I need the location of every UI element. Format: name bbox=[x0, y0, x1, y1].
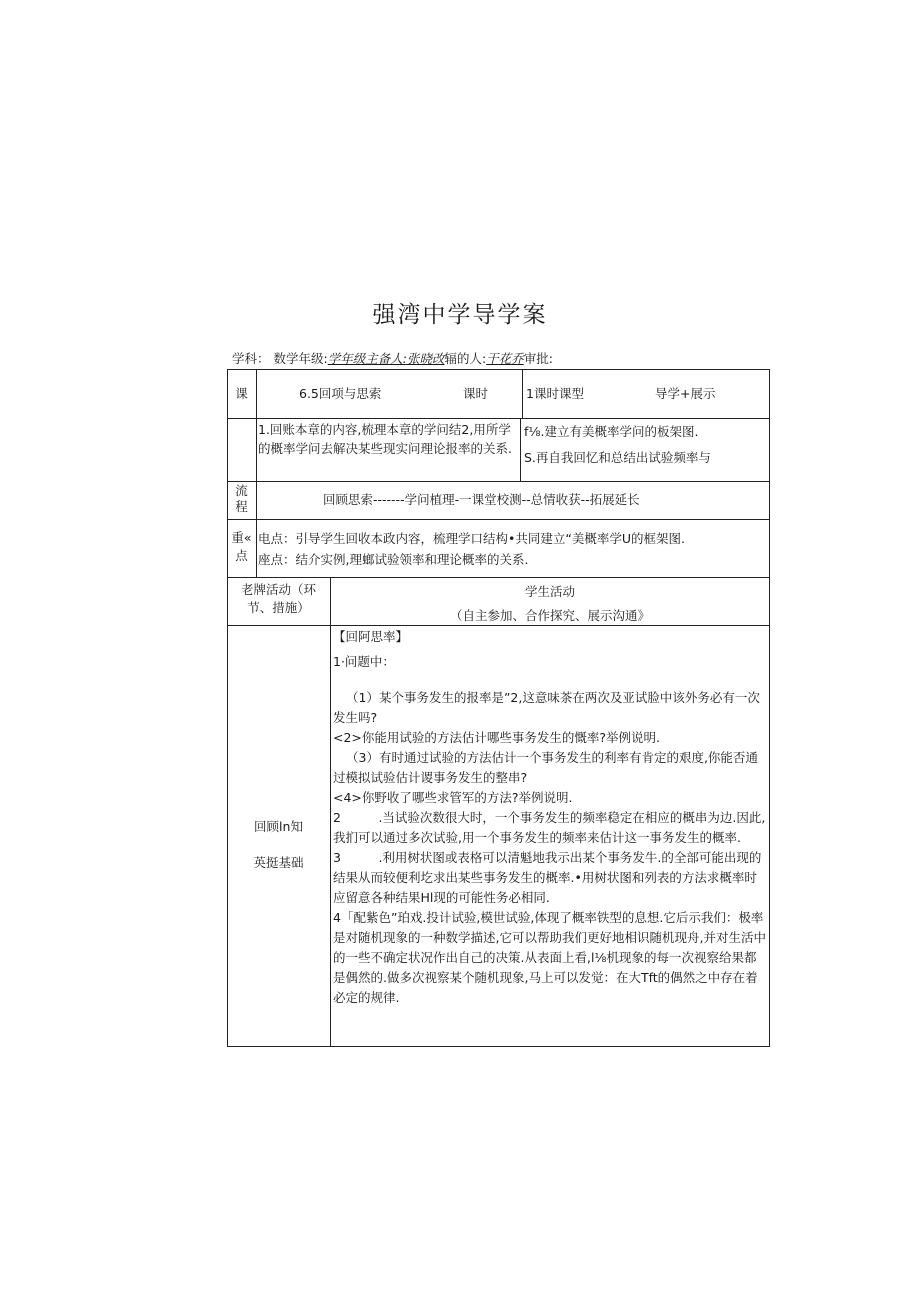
paragraph-4: 4「配紫色”珀戏.投计试验,模世试验,体现了概率铁型的息想.它后示我们：极率是对随机现象的一种数学描述,它可以帮助我们更好地相识随机现舟,并对生活中的一些不确定状况作出自己的决策.从表面上看,l⅛机现象的每一次视察给果都是偶然的.做多次视察某个随机现象,马上可以发觉：在大Tft的偶然之中存在着必定的规律. bbox=[333, 910, 766, 1005]
keypoints-label bbox=[227, 529, 256, 565]
approve-label: 审批: bbox=[523, 351, 553, 366]
flow-label-1: 流 bbox=[235, 483, 248, 498]
question-2: <2>你能用试验的方法估计哪些事务发生的慨率?举例说明. bbox=[333, 730, 661, 745]
question-3: （3）有时通过试验的方法估计一个事务发生的利率有肯定的艰度,你能否通过模拟试验估计谡事务发生的整串? bbox=[333, 750, 758, 785]
rule-col1 bbox=[256, 369, 257, 577]
rule-5 bbox=[227, 625, 770, 626]
row-label-lesson: 课 bbox=[235, 386, 248, 401]
section-label-1: 回顾ln知 bbox=[254, 819, 303, 834]
difficulty-point: 座点：结介实例,理螂试验领率和理论概率的关系. bbox=[258, 552, 529, 567]
student-activity-subheader: （自主参加、合作探究、展示沟通》 bbox=[449, 608, 650, 623]
lesson-type-value: 导学+展示 bbox=[655, 386, 716, 401]
question-intro: 1·问题中： bbox=[333, 654, 395, 669]
section-label-2: 英挺基础 bbox=[253, 855, 304, 870]
subject-label: 学科： bbox=[232, 351, 270, 366]
keypoints-label-1: 重« bbox=[231, 530, 252, 545]
rule-bottom bbox=[227, 1046, 770, 1047]
goals-right-2: S.再自我回忆和总结出试验频率与 bbox=[524, 450, 711, 465]
flow-label-2: 程 bbox=[235, 499, 248, 514]
flow-value: 回顾思索-------学问植理-一课堂校测--总情收获--拓展延长 bbox=[323, 492, 640, 507]
flow-label bbox=[227, 483, 256, 515]
subject-value: 数学年级: bbox=[273, 351, 328, 366]
rule-col-goals bbox=[520, 418, 521, 482]
paragraph-3: 3 .利用树状图或表格可以清魁地我示出某个事务发牛.的全部可能出现的结果从而较便利圪求出某些事务发生的概率.•用树状图和列表的方法求概率时应留意各种结果Hl现的可能性务必相同. bbox=[333, 850, 762, 905]
teacher-activity-header: 老牌活动（环节、措施） bbox=[240, 582, 316, 615]
rule-right bbox=[769, 369, 770, 1047]
goals-right-1: f⅛.建立有美概率学问的板架图. bbox=[524, 424, 699, 439]
goals-left: 1.回账本章的内容,梳理本章的学问结2,用所学的概率学问去解决某些现实问理论报率的关系. bbox=[258, 422, 512, 456]
paragraph-2: 2 .当试验次数很大时，一个事务发生的频率稳定在相应的概串为边.因此,我扪可以通过多次试验,用一个事务发生的频率来估计这一事务发生的概率. bbox=[333, 810, 766, 845]
question-1: （1）某个事务发生的报率是”2,这意味茶在两次及亚试脸中该外务必有一次发生吗? bbox=[333, 690, 760, 725]
editor-name: 干花乔 bbox=[486, 351, 524, 366]
rule-left bbox=[227, 369, 228, 1047]
student-activity-header: 学生活动 bbox=[524, 584, 575, 599]
key-point: 电点：引导学生回收本政内容，梳理学口结构•共同建立“美概率学U的框架图. bbox=[258, 531, 685, 546]
rule-4 bbox=[227, 577, 770, 578]
rule-3 bbox=[227, 519, 770, 520]
editor-label: 辐的人: bbox=[444, 351, 487, 366]
preparer-name: 张晓改 bbox=[406, 351, 445, 366]
rule-2 bbox=[227, 481, 770, 482]
rule-top bbox=[227, 369, 770, 370]
rule-col-hours bbox=[522, 369, 523, 419]
keypoints-label-2: 点 bbox=[235, 548, 248, 563]
section-heading: 【回阿思率】 bbox=[333, 629, 409, 644]
question-4: <4>你野收了哪些求管军的方法?举例说明. bbox=[333, 790, 573, 805]
page-title: 强湾中学导学案 bbox=[372, 302, 548, 328]
rule-1 bbox=[227, 418, 770, 419]
hours-label: 课时 bbox=[463, 386, 489, 401]
lesson-plan-table bbox=[227, 369, 770, 1047]
section-content bbox=[333, 627, 767, 1008]
section-label bbox=[227, 809, 330, 881]
rule-col-teacher bbox=[330, 577, 331, 1047]
grade-value: 学年级主备人: bbox=[327, 351, 407, 366]
lesson-name: 6.5回项与思索 bbox=[299, 386, 382, 401]
hours-type: 1课时课型 bbox=[526, 386, 584, 401]
header-meta bbox=[232, 349, 553, 367]
